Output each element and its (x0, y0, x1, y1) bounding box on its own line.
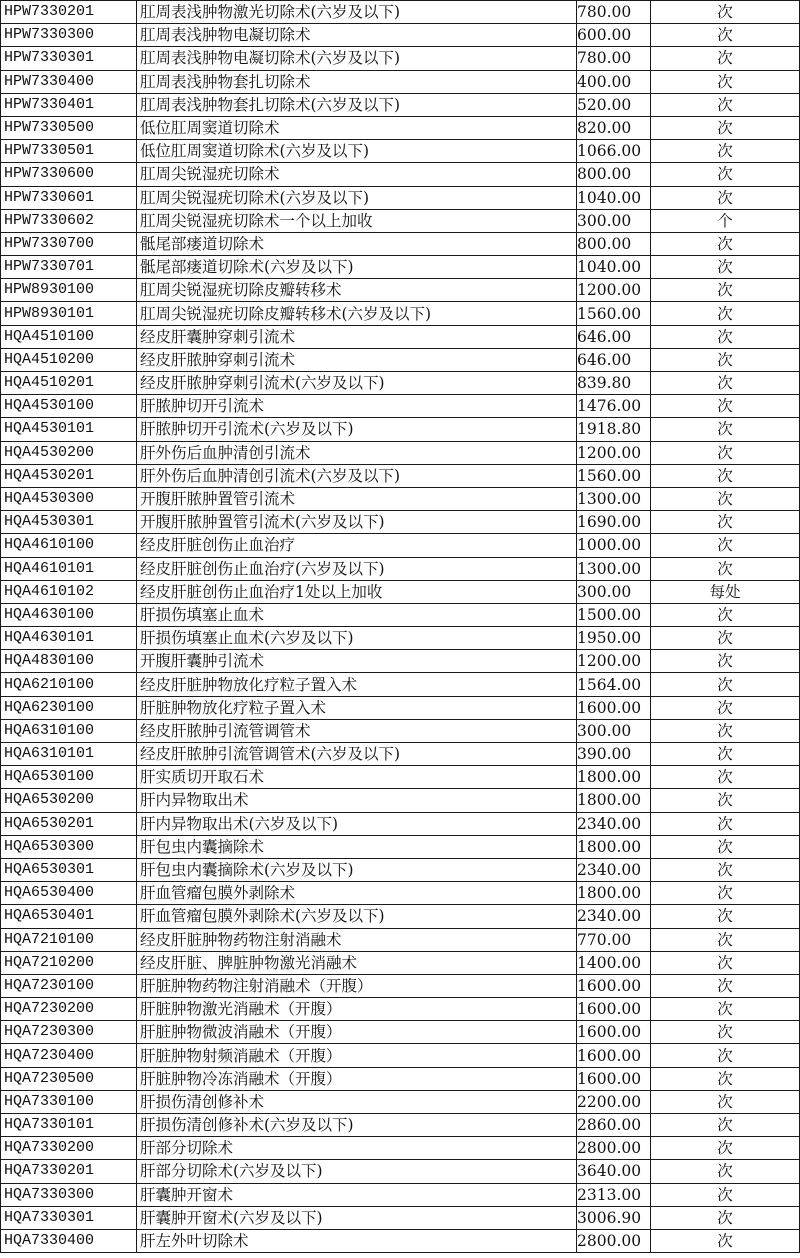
item-price-cell: 1564.00 (577, 673, 651, 696)
item-name-cell: 经皮肝脏肿物药物注射消融术 (137, 928, 577, 951)
table-row (1, 696, 800, 719)
item-code-cell: HQA4530300 (1, 487, 137, 510)
table-row (1, 1067, 800, 1090)
item-code-cell: HPW7330600 (1, 163, 137, 186)
item-name-cell: 肝脏肿物激光消融术（开腹） (137, 998, 577, 1021)
table-row (1, 256, 800, 279)
item-name-cell: 肛周表浅肿物电凝切除术(六岁及以下) (137, 47, 577, 70)
table-row (1, 1114, 800, 1137)
item-name-cell: 经皮肝脏创伤止血治疗(六岁及以下) (137, 557, 577, 580)
item-unit-cell: 次 (651, 719, 800, 742)
table-row (1, 951, 800, 974)
item-price-cell: 1300.00 (577, 487, 651, 510)
item-price-cell: 1950.00 (577, 627, 651, 650)
item-price-cell: 1560.00 (577, 464, 651, 487)
table-row (1, 743, 800, 766)
item-name-cell: 肝左外叶切除术 (137, 1229, 577, 1252)
item-price-cell: 1600.00 (577, 1044, 651, 1067)
item-name-cell: 肝部分切除术(六岁及以下) (137, 1160, 577, 1183)
item-name-cell: 肛周尖锐湿疣切除皮瓣转移术 (137, 279, 577, 302)
item-code-cell: HQA7230200 (1, 998, 137, 1021)
table-row (1, 418, 800, 441)
item-price-cell: 1800.00 (577, 882, 651, 905)
item-code-cell: HQA6530200 (1, 789, 137, 812)
item-price-cell: 300.00 (577, 580, 651, 603)
item-name-cell: 肝血管瘤包膜外剥除术 (137, 882, 577, 905)
item-unit-cell: 次 (651, 603, 800, 626)
item-name-cell: 肝外伤后血肿清创引流术(六岁及以下) (137, 464, 577, 487)
item-code-cell: HQA7230500 (1, 1067, 137, 1090)
item-unit-cell: 次 (651, 650, 800, 673)
table-row (1, 163, 800, 186)
item-price-cell: 839.80 (577, 372, 651, 395)
table-row (1, 650, 800, 673)
item-code-cell: HQA7230300 (1, 1021, 137, 1044)
item-price-cell: 1476.00 (577, 395, 651, 418)
item-price-cell: 2340.00 (577, 905, 651, 928)
item-name-cell: 肛周尖锐湿疣切除术一个以上加收 (137, 209, 577, 232)
item-unit-cell: 次 (651, 1206, 800, 1229)
item-name-cell: 肝实质切开取石术 (137, 766, 577, 789)
table-row (1, 186, 800, 209)
item-price-cell: 1800.00 (577, 766, 651, 789)
item-name-cell: 经皮肝脏创伤止血治疗1处以上加收 (137, 580, 577, 603)
item-name-cell: 骶尾部瘘道切除术 (137, 232, 577, 255)
item-unit-cell: 次 (651, 1067, 800, 1090)
item-price-cell: 1040.00 (577, 186, 651, 209)
item-code-cell: HQA7330101 (1, 1114, 137, 1137)
table-row (1, 1183, 800, 1206)
item-code-cell: HQA7330201 (1, 1160, 137, 1183)
item-name-cell: 肝血管瘤包膜外剥除术(六岁及以下) (137, 905, 577, 928)
item-code-cell: HPW7330700 (1, 232, 137, 255)
item-code-cell: HQA6530301 (1, 858, 137, 881)
item-price-cell: 800.00 (577, 232, 651, 255)
item-price-cell: 2313.00 (577, 1183, 651, 1206)
item-name-cell: 肝包虫内囊摘除术(六岁及以下) (137, 858, 577, 881)
item-unit-cell: 个 (651, 209, 800, 232)
item-code-cell: HQA7330400 (1, 1229, 137, 1252)
item-name-cell: 肝脏肿物放化疗粒子置入术 (137, 696, 577, 719)
item-code-cell: HQA6530201 (1, 812, 137, 835)
item-code-cell: HPW7330400 (1, 70, 137, 93)
item-code-cell: HPW8930100 (1, 279, 137, 302)
item-price-cell: 800.00 (577, 163, 651, 186)
item-price-cell: 1300.00 (577, 557, 651, 580)
table-row (1, 998, 800, 1021)
item-name-cell: 肛周尖锐湿疣切除术 (137, 163, 577, 186)
item-price-cell: 780.00 (577, 1, 651, 24)
table-row (1, 835, 800, 858)
item-code-cell: HQA6210100 (1, 673, 137, 696)
item-unit-cell: 次 (651, 372, 800, 395)
item-code-cell: HQA7210100 (1, 928, 137, 951)
table-row (1, 302, 800, 325)
item-code-cell: HPW7330301 (1, 47, 137, 70)
item-code-cell: HQA7230100 (1, 974, 137, 997)
item-price-cell: 1066.00 (577, 140, 651, 163)
item-name-cell: 肝脏肿物冷冻消融术（开腹） (137, 1067, 577, 1090)
item-unit-cell: 次 (651, 812, 800, 835)
item-unit-cell: 次 (651, 232, 800, 255)
table-row (1, 487, 800, 510)
item-unit-cell: 次 (651, 789, 800, 812)
item-code-cell: HQA4510100 (1, 325, 137, 348)
item-name-cell: 肝外伤后血肿清创引流术 (137, 441, 577, 464)
table-row (1, 372, 800, 395)
item-name-cell: 肝脓肿切开引流术(六岁及以下) (137, 418, 577, 441)
item-unit-cell: 次 (651, 974, 800, 997)
item-name-cell: 经皮肝脓肿引流管调管术 (137, 719, 577, 742)
item-unit-cell: 次 (651, 1114, 800, 1137)
item-name-cell: 肛周表浅肿物电凝切除术 (137, 24, 577, 47)
item-unit-cell: 次 (651, 835, 800, 858)
table-row (1, 70, 800, 93)
item-name-cell: 开腹肝脓肿置管引流术 (137, 487, 577, 510)
item-unit-cell: 次 (651, 534, 800, 557)
item-unit-cell: 次 (651, 905, 800, 928)
item-code-cell: HQA4630100 (1, 603, 137, 626)
item-price-cell: 1500.00 (577, 603, 651, 626)
table-row (1, 325, 800, 348)
item-code-cell: HQA6310101 (1, 743, 137, 766)
item-code-cell: HQA4830100 (1, 650, 137, 673)
item-name-cell: 肛周表浅肿物激光切除术(六岁及以下) (137, 1, 577, 24)
item-name-cell: 肝部分切除术 (137, 1137, 577, 1160)
table-row (1, 627, 800, 650)
item-code-cell: HQA6310100 (1, 719, 137, 742)
item-price-cell: 780.00 (577, 47, 651, 70)
item-name-cell: 肝损伤清创修补术 (137, 1090, 577, 1113)
item-unit-cell: 每处 (651, 580, 800, 603)
item-unit-cell: 次 (651, 928, 800, 951)
item-code-cell: HQA4530200 (1, 441, 137, 464)
item-code-cell: HPW7330601 (1, 186, 137, 209)
item-price-cell: 3640.00 (577, 1160, 651, 1183)
table-row (1, 464, 800, 487)
table-row (1, 557, 800, 580)
item-code-cell: HQA7330100 (1, 1090, 137, 1113)
item-unit-cell: 次 (651, 163, 800, 186)
item-name-cell: 肝损伤填塞止血术 (137, 603, 577, 626)
item-unit-cell: 次 (651, 882, 800, 905)
item-unit-cell: 次 (651, 511, 800, 534)
table-row (1, 858, 800, 881)
item-unit-cell: 次 (651, 279, 800, 302)
item-unit-cell: 次 (651, 1160, 800, 1183)
item-code-cell: HQA6530401 (1, 905, 137, 928)
item-unit-cell: 次 (651, 116, 800, 139)
table-row (1, 511, 800, 534)
item-name-cell: 经皮肝脏肿物放化疗粒子置入术 (137, 673, 577, 696)
item-price-cell: 2200.00 (577, 1090, 651, 1113)
item-price-cell: 1200.00 (577, 650, 651, 673)
item-code-cell: HPW7330300 (1, 24, 137, 47)
item-name-cell: 肛周尖锐湿疣切除皮瓣转移术(六岁及以下) (137, 302, 577, 325)
item-unit-cell: 次 (651, 951, 800, 974)
item-unit-cell: 次 (651, 140, 800, 163)
table-row (1, 1229, 800, 1252)
item-price-cell: 1600.00 (577, 974, 651, 997)
item-name-cell: 经皮肝脓肿引流管调管术(六岁及以下) (137, 743, 577, 766)
table-row (1, 534, 800, 557)
item-price-cell: 600.00 (577, 24, 651, 47)
table-row (1, 580, 800, 603)
item-code-cell: HQA4510201 (1, 372, 137, 395)
item-code-cell: HPW8930101 (1, 302, 137, 325)
item-unit-cell: 次 (651, 1183, 800, 1206)
item-name-cell: 低位肛周窦道切除术 (137, 116, 577, 139)
item-code-cell: HPW7330602 (1, 209, 137, 232)
item-unit-cell: 次 (651, 325, 800, 348)
item-code-cell: HQA6530400 (1, 882, 137, 905)
item-code-cell: HQA4510200 (1, 348, 137, 371)
item-name-cell: 经皮肝脓肿穿刺引流术(六岁及以下) (137, 372, 577, 395)
table-row (1, 766, 800, 789)
table-row (1, 348, 800, 371)
item-unit-cell: 次 (651, 487, 800, 510)
table-row (1, 1090, 800, 1113)
item-code-cell: HQA6230100 (1, 696, 137, 719)
item-name-cell: 肝包虫内囊摘除术 (137, 835, 577, 858)
item-code-cell: HPW7330701 (1, 256, 137, 279)
item-unit-cell: 次 (651, 858, 800, 881)
item-price-cell: 1800.00 (577, 835, 651, 858)
table-row (1, 209, 800, 232)
item-price-cell: 300.00 (577, 209, 651, 232)
item-name-cell: 肛周表浅肿物套扎切除术 (137, 70, 577, 93)
table-row (1, 47, 800, 70)
item-unit-cell: 次 (651, 70, 800, 93)
table-row (1, 441, 800, 464)
table-row (1, 905, 800, 928)
item-unit-cell: 次 (651, 766, 800, 789)
item-name-cell: 肝脓肿切开引流术 (137, 395, 577, 418)
item-code-cell: HQA4610102 (1, 580, 137, 603)
item-price-cell: 770.00 (577, 928, 651, 951)
item-code-cell: HQA4530100 (1, 395, 137, 418)
item-unit-cell: 次 (651, 186, 800, 209)
item-unit-cell: 次 (651, 302, 800, 325)
table-row (1, 279, 800, 302)
item-unit-cell: 次 (651, 1044, 800, 1067)
item-code-cell: HQA7330301 (1, 1206, 137, 1229)
item-name-cell: 经皮肝囊肿穿刺引流术 (137, 325, 577, 348)
item-price-cell: 1600.00 (577, 1021, 651, 1044)
item-unit-cell: 次 (651, 418, 800, 441)
item-price-cell: 1000.00 (577, 534, 651, 557)
item-code-cell: HQA7230400 (1, 1044, 137, 1067)
item-unit-cell: 次 (651, 1, 800, 24)
item-price-cell: 520.00 (577, 93, 651, 116)
item-name-cell: 经皮肝脏、脾脏肿物激光消融术 (137, 951, 577, 974)
item-name-cell: 肝损伤填塞止血术(六岁及以下) (137, 627, 577, 650)
item-price-cell: 1400.00 (577, 951, 651, 974)
item-name-cell: 肝内异物取出术(六岁及以下) (137, 812, 577, 835)
table-row (1, 140, 800, 163)
item-code-cell: HQA4530201 (1, 464, 137, 487)
item-price-cell: 646.00 (577, 348, 651, 371)
table-row (1, 116, 800, 139)
item-name-cell: 经皮肝脏创伤止血治疗 (137, 534, 577, 557)
table-row (1, 719, 800, 742)
item-code-cell: HQA4630101 (1, 627, 137, 650)
table-row (1, 603, 800, 626)
item-price-cell: 1040.00 (577, 256, 651, 279)
item-unit-cell: 次 (651, 696, 800, 719)
item-name-cell: 肛周表浅肿物套扎切除术(六岁及以下) (137, 93, 577, 116)
item-name-cell: 骶尾部瘘道切除术(六岁及以下) (137, 256, 577, 279)
table-row (1, 1021, 800, 1044)
item-unit-cell: 次 (651, 93, 800, 116)
item-unit-cell: 次 (651, 47, 800, 70)
item-price-cell: 400.00 (577, 70, 651, 93)
item-unit-cell: 次 (651, 1021, 800, 1044)
item-code-cell: HQA4610100 (1, 534, 137, 557)
item-unit-cell: 次 (651, 1090, 800, 1113)
table-row (1, 1044, 800, 1067)
item-price-cell: 1600.00 (577, 1067, 651, 1090)
table-row (1, 24, 800, 47)
item-price-cell: 820.00 (577, 116, 651, 139)
item-price-cell: 390.00 (577, 743, 651, 766)
item-price-cell: 1690.00 (577, 511, 651, 534)
item-price-cell: 3006.90 (577, 1206, 651, 1229)
item-unit-cell: 次 (651, 464, 800, 487)
item-code-cell: HQA4530301 (1, 511, 137, 534)
item-code-cell: HQA7330200 (1, 1137, 137, 1160)
item-price-cell: 1200.00 (577, 441, 651, 464)
item-unit-cell: 次 (651, 1229, 800, 1252)
item-name-cell: 肝脏肿物药物注射消融术（开腹） (137, 974, 577, 997)
table-row (1, 1, 800, 24)
item-code-cell: HPW7330500 (1, 116, 137, 139)
table-row (1, 882, 800, 905)
item-name-cell: 肝损伤清创修补术(六岁及以下) (137, 1114, 577, 1137)
item-unit-cell: 次 (651, 743, 800, 766)
item-code-cell: HQA6530100 (1, 766, 137, 789)
item-unit-cell: 次 (651, 348, 800, 371)
table-row (1, 789, 800, 812)
item-name-cell: 肝囊肿开窗术 (137, 1183, 577, 1206)
item-unit-cell: 次 (651, 395, 800, 418)
item-name-cell: 肛周尖锐湿疣切除术(六岁及以下) (137, 186, 577, 209)
table-row (1, 1137, 800, 1160)
item-name-cell: 肝内异物取出术 (137, 789, 577, 812)
table-row (1, 812, 800, 835)
item-price-cell: 2340.00 (577, 858, 651, 881)
item-name-cell: 开腹肝脓肿置管引流术(六岁及以下) (137, 511, 577, 534)
item-code-cell: HPW7330401 (1, 93, 137, 116)
item-price-cell: 1200.00 (577, 279, 651, 302)
item-code-cell: HPW7330201 (1, 1, 137, 24)
item-unit-cell: 次 (651, 557, 800, 580)
table-row (1, 232, 800, 255)
item-code-cell: HQA7330300 (1, 1183, 137, 1206)
table-row (1, 1206, 800, 1229)
table-row (1, 673, 800, 696)
table-row (1, 1160, 800, 1183)
table-row (1, 395, 800, 418)
item-name-cell: 经皮肝脓肿穿刺引流术 (137, 348, 577, 371)
item-price-cell: 300.00 (577, 719, 651, 742)
item-price-cell: 2800.00 (577, 1229, 651, 1252)
item-unit-cell: 次 (651, 441, 800, 464)
item-unit-cell: 次 (651, 24, 800, 47)
item-name-cell: 低位肛周窦道切除术(六岁及以下) (137, 140, 577, 163)
item-code-cell: HQA4610101 (1, 557, 137, 580)
item-price-cell: 1560.00 (577, 302, 651, 325)
item-code-cell: HQA6530300 (1, 835, 137, 858)
item-name-cell: 肝囊肿开窗术(六岁及以下) (137, 1206, 577, 1229)
price-table-body (1, 1, 800, 1253)
item-unit-cell: 次 (651, 627, 800, 650)
item-unit-cell: 次 (651, 998, 800, 1021)
item-price-cell: 1918.80 (577, 418, 651, 441)
item-name-cell: 肝脏肿物射频消融术（开腹） (137, 1044, 577, 1067)
item-code-cell: HPW7330501 (1, 140, 137, 163)
item-name-cell: 开腹肝囊肿引流术 (137, 650, 577, 673)
table-row (1, 928, 800, 951)
item-price-cell: 2800.00 (577, 1137, 651, 1160)
item-code-cell: HQA4530101 (1, 418, 137, 441)
item-price-cell: 2340.00 (577, 812, 651, 835)
item-name-cell: 肝脏肿物微波消融术（开腹） (137, 1021, 577, 1044)
item-unit-cell: 次 (651, 256, 800, 279)
item-price-cell: 1800.00 (577, 789, 651, 812)
item-unit-cell: 次 (651, 673, 800, 696)
item-unit-cell: 次 (651, 1137, 800, 1160)
item-code-cell: HQA7210200 (1, 951, 137, 974)
item-price-cell: 646.00 (577, 325, 651, 348)
item-price-cell: 1600.00 (577, 696, 651, 719)
table-row (1, 974, 800, 997)
item-price-cell: 2860.00 (577, 1114, 651, 1137)
table-row (1, 93, 800, 116)
item-price-cell: 1600.00 (577, 998, 651, 1021)
